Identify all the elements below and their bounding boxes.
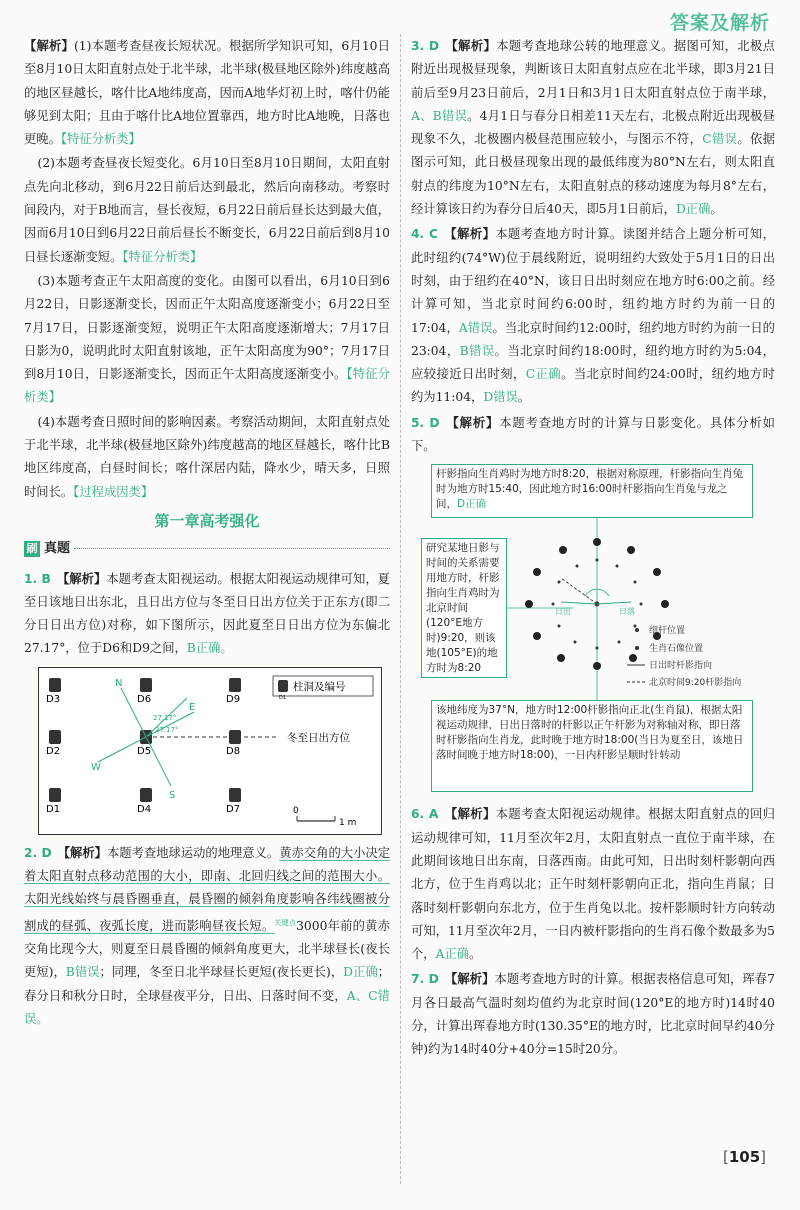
scale-zero: 0 [293, 805, 299, 816]
post-label: D8 [226, 745, 241, 757]
block-text: (2)本题考查昼夜长短变化。6月10日至8月10日期间，太阳直射点先向北移动，到6月22日前后达到最北，然后向南移动。考察时间段内，对于B地而言，昼长夜短，6月22日前后昼长达到最大值，因而6月10日到6月22日前后昼长不断变长，6月22日前后到8月10日昼长逐渐变短。 [24, 156, 390, 264]
question-text: 本题考查地方时的计算。根据表格信息可知，珲春7月各日最高气温时刻均值约为北京时间(120°E的地方时)14时40分，计算出珲春地方时(130.35°E的地方时，比北京时间早约40分钟)约为14时40分+40分=15时20分。 [411, 972, 776, 1057]
question-number: 4. C [411, 227, 438, 242]
box-text: 杆影指向生肖鸡时为地方时8:20，根据对称原理，杆影指向生肖兔时为地方时15:40，因此地方时16:00时杆影指向生肖兔与龙之间， [436, 468, 744, 511]
post-label: D4 [137, 803, 152, 815]
category-tag: 【特征分析类】 [24, 367, 390, 405]
post-label: D3 [46, 693, 61, 705]
block-text: (3)本题考查正午太阳高度的变化。由图可以看出，6月10日到6月22日，日影逐渐变长，因而正午太阳高度逐渐变小；6月22日至7月17日，日影逐渐变短，说明正午太阳高度逐渐增大；7月17日日影为0，说明此时太阳直射该地，正午太阳高度为90°；7月17日到8月10日，日影逐渐变长，因而正午太阳高度逐渐变小。 [24, 273, 390, 382]
question-number: 6. A [411, 807, 439, 822]
analysis-label: 【解析】 [444, 806, 496, 822]
question-3 [411, 34, 775, 221]
post-hole-svg [39, 668, 383, 836]
right-column [411, 34, 775, 1063]
answer-mark: D正确 [457, 498, 487, 511]
answer-mark: C错误 [702, 132, 738, 147]
sunset-label: 日落 [619, 607, 635, 617]
post-label: D7 [226, 803, 241, 815]
left-block-1 [24, 34, 390, 151]
category-tag: 【特征分析类】 [60, 132, 141, 147]
bj-920-shadow-line [561, 578, 597, 604]
block-text: (1)本题考查昼夜长短状况。根据所学知识可知，6月10日至8月10日太阳直射点处于北半球，北半球(极昼地区除外)纬度越高的地区昼越长，喀什比A地纬度高，因而A地华灯初上时，喀什仍能够见到太阳；且由于喀什比A地位置靠西，地方时比A地晚，日落也更晚。 [24, 39, 390, 147]
left-block-4 [24, 411, 390, 504]
analysis-label: 【解析】 [24, 38, 74, 53]
post-label: D2 [46, 745, 61, 757]
answer-mark: D正确 [675, 202, 711, 217]
north-label: N [115, 677, 123, 689]
question-1 [24, 567, 390, 661]
legend-label: 细杆位置 [649, 626, 686, 637]
answer-mark: A错误 [458, 320, 493, 335]
sunrise-shadow-line [561, 602, 597, 604]
header-title: 答案及解析 [669, 12, 770, 34]
south-line [146, 737, 171, 786]
left-explanation-box: 研究某地日影与时间的关系需要用地方时，杆影指向生肖鸡时为北京时间(120°E地方时)9:20，则该地(105°E)的地方时为8:20 [421, 538, 507, 678]
post-label: D6 [137, 693, 152, 705]
answer-mark: B错误 [65, 965, 100, 980]
question-text: 。 [517, 390, 531, 405]
question-2 [24, 841, 390, 1031]
keypoint-mark: 关键点 [274, 918, 297, 927]
analysis-label: 【解析】 [56, 570, 107, 586]
south-label: S [169, 789, 176, 801]
highlighted-text: 黄赤交角的大小决定着太阳直射点移动范围的大小，即南、北回归线之间的范围大小。太阳光线始终与晨昏圈垂直，晨昏圈的倾斜角度影响各纬线圈被分割成的昼弧、夜弧长度，进而影响昼夜长短。 [24, 845, 390, 933]
zodiac-shadow-diagram [421, 464, 761, 794]
legend-pole-icon [635, 628, 639, 632]
question-text: 。 [710, 202, 723, 217]
analysis-label: 【解析】 [57, 844, 107, 860]
post-hole-diagram [38, 667, 382, 835]
page-number-value: 105 [728, 1148, 761, 1166]
question-text: 本题考查地球公转的地理意义。据图可知，北极点附近出现极昼现象，判断该日太阳直射点应在北半球，即3月21日前后至9月23日前后，2月1日和3月1日太阳直射点位于南半球， [411, 39, 775, 100]
angle-label: 27.17° [155, 725, 179, 734]
question-text: ；同理，冬至日北半球昼长更短(夜长更长)， [99, 965, 344, 980]
question-text: 。当北京时间约12:00时，纽约地方时约为前一日的23:04， [411, 320, 775, 358]
legend-label: 北京时间9:20杆影指向 [649, 678, 742, 689]
answer-mark: B错误 [459, 343, 495, 358]
question-7 [411, 967, 775, 1061]
question-5 [411, 411, 775, 459]
angle-label: 27.17° [153, 713, 177, 722]
question-number: 5. D [411, 415, 440, 430]
scale-unit: 1 m [339, 817, 357, 828]
question-number: 2. D [24, 845, 52, 860]
category-tag: 【特征分析类】 [122, 249, 203, 264]
east-label: E [189, 701, 196, 713]
left-column [24, 34, 390, 1032]
legend-small-label: D1 [279, 694, 287, 701]
section-name: 真题 [44, 541, 71, 557]
post-label: D5 [137, 745, 152, 757]
answer-mark: C正确 [525, 367, 562, 382]
question-text: 。 [469, 947, 482, 962]
question-6 [411, 802, 775, 966]
category-tag: 【过程成因类】 [73, 484, 154, 499]
legend-label: 柱洞及编号 [293, 680, 346, 693]
question-text: 。4月1日与春分日相差11天左右，北极点附近出现极昼现象不久，北极圈内极昼范围应较小，与图示不符， [411, 108, 775, 147]
block-text: (4)本题考查日照时间的影响因素。考察活动期间，太阳直射点处于北半球，北半球(极昼地区除外)纬度越高的地区昼越长，喀什比B地区纬度高，白昼时间长；喀什深居内陆，降水少，晴天多，日照时间长。 [24, 414, 390, 499]
analysis-label: 【解析】 [445, 38, 497, 53]
analysis-label: 【解析】 [443, 226, 496, 242]
answer-mark: B正确。 [186, 641, 233, 656]
legend-label: 生肖石像位置 [649, 644, 704, 655]
legend-label: 日出时杆影指向 [649, 661, 713, 672]
question-intro: 本题考查地球运动的地理意义。 [106, 845, 280, 860]
page-number: [105] [722, 1148, 766, 1166]
section-title: 第一章高考强化 [154, 511, 260, 530]
question-text: 本题考查太阳视运动规律。根据太阳直射点的回归运动规律可知，11月至次年2月，太阳直射点一直位于南半球，在此期间该地日出东南，日落西南。由此可知，日出时刻杆影朝向西北方，位于生肖鸡以北；正午时刻杆影朝向正北，指向生肖鼠；日落时刻杆影朝向东北方，位于生肖兔以北。按杆影顺时针方向转动可知，11月至次年2月，一日内被杆影指向的生肖石像个数最多为5个， [411, 807, 775, 962]
question-text: ；春分日和秋分日时，全球昼夜平分，日出、日落时间不变， [24, 965, 390, 1003]
section-bar [24, 537, 390, 560]
analysis-label: 【解析】 [445, 414, 500, 430]
question-number: 3. D [411, 39, 440, 53]
answer-mark: A正确 [435, 947, 470, 962]
sunset-shadow-line [597, 602, 631, 604]
question-text: 本题考查地方时计算。读图并结合上题分析可知，此时纽约(74°W)位于晨线附近，说明纽约大致处于5月1日的日出时刻，由于纽约在40°N，该日日出时刻应在地方时6:00之前。经计算可知，当北京时间约6:00时，纽约地方时约为前一日的17:04， [411, 227, 775, 335]
question-text: 。当北京时间约24:00时，纽约地方时约为11:04， [411, 367, 775, 405]
legend-post-icon [278, 680, 288, 692]
section-badge: 刷 [24, 541, 40, 557]
post-label: D1 [46, 803, 61, 815]
west-label: W [91, 761, 101, 773]
answer-mark: A、C错误。 [24, 988, 390, 1026]
question-text: 本题考查太阳视运动。根据太阳视运动规律可知，夏至日该地日出东北，且日出方位与冬至日日出方位关于正东方(即二分日日出方位)对称，如下图所示，因此夏至日日出方位为东偏北27.17°，位于D6和D9之间， [24, 571, 390, 656]
winter-sunrise-label: 冬至日出方位 [287, 731, 350, 744]
sunrise-label: 日出 [555, 607, 571, 617]
question-text: 3000年前的黄赤交角比现今大，则夏至日晨昏圈的倾斜角度更大，北半球昼长(夜长更短)， [24, 918, 390, 980]
left-block-2 [24, 152, 390, 268]
question-4 [411, 222, 775, 409]
answer-mark: D正确 [343, 965, 378, 980]
column-divider [400, 34, 401, 1184]
question-number: 1. B [24, 571, 51, 586]
answer-mark: D错误 [483, 390, 518, 405]
post-label: D9 [226, 693, 241, 705]
question-text: 本题考查地方时的计算与日影变化。具体分析如下。 [411, 415, 775, 454]
left-block-3 [24, 270, 390, 410]
question-text: 。依据图示可知，此日极昼现象出现的最低纬度为80°N左右，则太阳直射点的纬度为10°N左右，太阳直射点的移动速度为每月8°左右，经计算该日约为春分日后40天，即5月1日前后， [411, 132, 775, 217]
legend-statue-icon [635, 646, 639, 650]
question-text: 。当北京时间约18:00时，纽约地方时约为5:04，应较接近日出时刻， [411, 343, 775, 382]
question-number: 7. D [411, 972, 439, 987]
analysis-label: 【解析】 [444, 971, 495, 987]
bottom-explanation-box: 该地纬度为37°N，地方时12:00杆影指向正北(生肖鼠)，根据太阳视运动规律，日出日落时的杆影以正午杆影为对称轴对称，即日落时杆影指向生肖龙，此时晚于地方时18:00(当日为夏至日，该地日落时间晚于地方时18:00)，一日内杆影呈顺时针转动 [431, 700, 753, 792]
section-line [74, 548, 390, 549]
answer-mark: A、B错误 [411, 108, 468, 123]
